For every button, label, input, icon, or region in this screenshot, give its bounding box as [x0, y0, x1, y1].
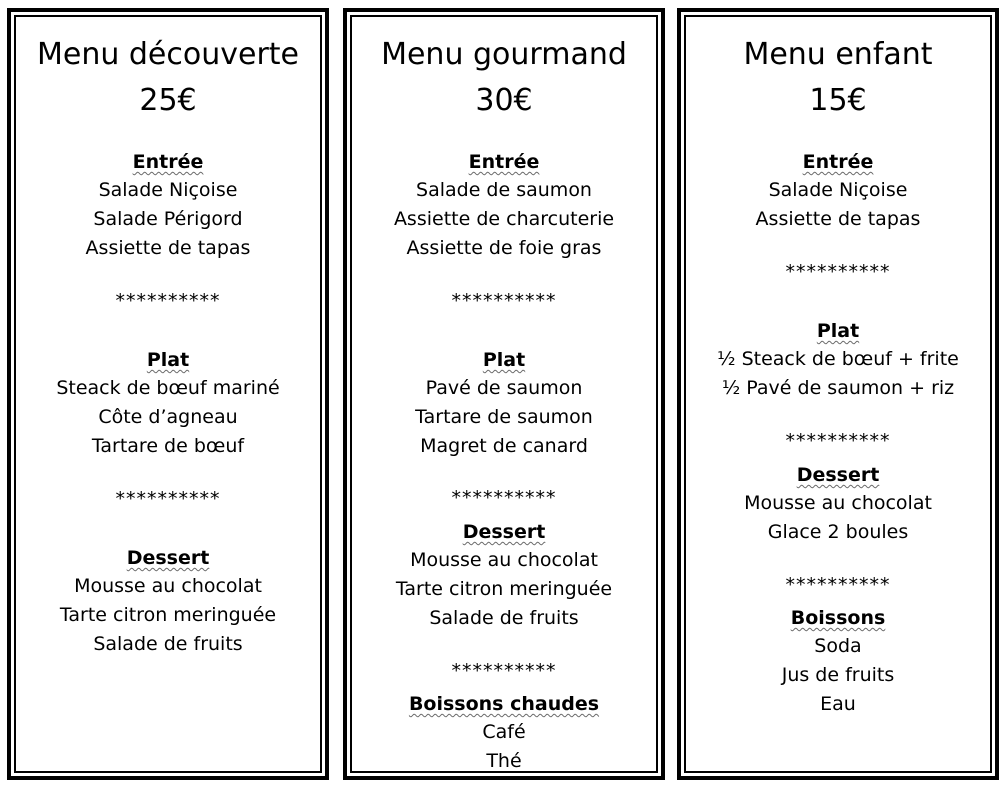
section-dessert	[347, 518, 661, 633]
section-heading: Boissons	[790, 607, 886, 629]
menu-item: Assiette de tapas	[755, 208, 921, 230]
separator: **********	[115, 290, 221, 312]
menu-item: Jus de fruits	[781, 664, 895, 686]
menu-item: Steack de bœuf mariné	[56, 377, 280, 399]
menu-item: Salade de fruits	[429, 607, 579, 629]
menu-item: Mousse au chocolat	[74, 575, 262, 597]
menu-item: Magret de canard	[420, 435, 588, 457]
section-heading: Plat	[146, 349, 190, 371]
section-plat	[347, 346, 661, 461]
menu-item: ½ Pavé de saumon + riz	[721, 377, 955, 399]
menu-item: Tartare de saumon	[415, 406, 593, 428]
menu-item: Salade de fruits	[93, 633, 243, 655]
menu-price: 25€	[139, 83, 197, 118]
section-dessert	[681, 461, 995, 547]
section-plat	[11, 346, 325, 461]
menu-item: Soda	[814, 635, 862, 657]
menu-title: Menu découverte	[36, 37, 300, 72]
section-heading: Dessert	[462, 521, 546, 543]
section-entree	[681, 148, 995, 234]
separator: **********	[451, 290, 557, 312]
menu-item: Tarte citron meringuée	[59, 604, 277, 626]
menu-item: Glace 2 boules	[767, 521, 909, 543]
menu-title: Menu enfant	[743, 37, 933, 72]
separator: **********	[785, 261, 891, 283]
menu-item: Thé	[486, 750, 522, 772]
menu-item: Côte d’agneau	[98, 406, 238, 428]
menu-item: Tartare de bœuf	[91, 435, 245, 457]
section-heading: Entrée	[132, 151, 204, 173]
menu-item: Assiette de tapas	[85, 237, 251, 259]
menu-card-gourmand	[343, 8, 665, 780]
menu-item: Salade Périgord	[93, 208, 243, 230]
separator: **********	[785, 430, 891, 452]
section-heading: Entrée	[468, 151, 540, 173]
separator: **********	[785, 574, 891, 596]
menu-item: Tarte citron meringuée	[395, 578, 613, 600]
menu-card-enfant	[677, 8, 999, 780]
menu-item: ½ Steack de bœuf + frite	[717, 348, 959, 370]
menu-item: Eau	[820, 693, 856, 715]
section-heading: Boissons chaudes	[408, 693, 600, 715]
section-heading: Plat	[816, 320, 860, 342]
separator: **********	[115, 488, 221, 510]
menu-price: 15€	[809, 83, 867, 118]
menu-price: 30€	[475, 83, 533, 118]
separator: **********	[451, 487, 557, 509]
section-heading: Plat	[482, 349, 526, 371]
section-heading: Dessert	[126, 547, 210, 569]
section-dessert	[11, 544, 325, 659]
menu-item: Café	[482, 721, 526, 743]
menu-title: Menu gourmand	[381, 37, 627, 72]
menu-item: Mousse au chocolat	[410, 549, 598, 571]
section-heading: Dessert	[796, 464, 880, 486]
section-entree	[347, 148, 661, 263]
section-plat	[681, 317, 995, 403]
menu-item: Assiette de foie gras	[406, 237, 602, 259]
menu-item: Salade de saumon	[416, 179, 592, 201]
menu-item: Salade Niçoise	[98, 179, 238, 201]
menu-card-decouverte	[7, 8, 329, 780]
section-boissons-chaudes	[347, 690, 661, 776]
menu-item: Assiette de charcuterie	[393, 208, 615, 230]
menu-item: Salade Niçoise	[768, 179, 908, 201]
menu-item: Mousse au chocolat	[744, 492, 932, 514]
section-entree	[11, 148, 325, 263]
menu-item: Pavé de saumon	[425, 377, 583, 399]
separator: **********	[451, 660, 557, 682]
section-boissons	[681, 604, 995, 719]
section-heading: Entrée	[802, 151, 874, 173]
